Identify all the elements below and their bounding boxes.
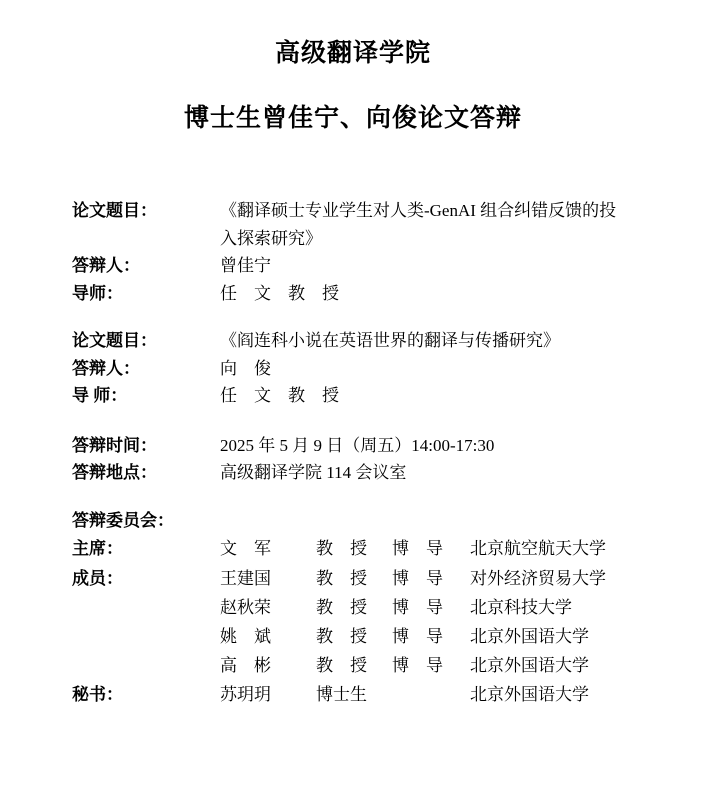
thesis-advisor-value: 任 文 教 授	[220, 386, 339, 406]
thesis-candidate-value: 曾佳宁	[220, 256, 271, 276]
member-name: 文 军	[220, 539, 271, 559]
member-advisor-title: 博 导	[392, 539, 443, 559]
committee-secretary-row	[72, 680, 676, 709]
member-rank: 教 授	[316, 568, 367, 588]
committee-member-row	[72, 651, 676, 680]
defense-place-label: 答辩地点：	[72, 463, 157, 483]
thesis-candidate-value: 向 俊	[220, 358, 271, 378]
event-title: 博士生曾佳宁、向俊论文答辩	[183, 104, 522, 132]
document-body	[0, 197, 706, 710]
committee-members-label: 成员：	[72, 568, 123, 588]
committee-member-row	[72, 564, 676, 593]
member-advisor-title: 博 导	[392, 656, 443, 676]
defense-time-row	[72, 432, 676, 460]
thesis-title-label: 论文题目：	[72, 201, 157, 220]
member-advisor-title: 博 导	[392, 597, 443, 617]
committee-chair-row	[72, 534, 676, 563]
document-header	[0, 38, 706, 135]
member-organization: 北京科技大学	[470, 597, 572, 617]
thesis-entry-1	[72, 197, 676, 307]
defense-time-value: 2025 年 5 月 9 日（周五）14:00-17:30	[220, 435, 495, 455]
thesis-title-row	[72, 327, 676, 355]
document-page	[0, 38, 706, 801]
member-organization: 北京外国语大学	[470, 627, 589, 647]
member-rank: 教 授	[316, 597, 367, 617]
thesis-candidate-label: 答辩人：	[72, 256, 140, 276]
member-rank: 博士生	[316, 685, 367, 705]
committee-secretary-label: 秘书：	[72, 685, 123, 705]
member-rank: 教 授	[316, 539, 367, 559]
member-rank: 教 授	[316, 656, 367, 676]
member-name: 赵秋荣	[220, 597, 271, 617]
committee-member-row	[72, 593, 676, 622]
thesis-advisor-row	[72, 280, 676, 308]
thesis-entry-2	[72, 327, 676, 410]
member-organization: 北京外国语大学	[470, 656, 589, 676]
committee-heading: 答辩委员会：	[72, 510, 174, 530]
committee-member-row	[72, 622, 676, 651]
thesis-title-value: 《翻译硕士专业学生对人类-GenAI 组合纠错反馈的投入探索研究》	[220, 201, 617, 248]
institute-title: 高级翻译学院	[274, 40, 431, 67]
member-organization: 对外经济贸易大学	[470, 568, 606, 588]
thesis-candidate-label: 答辩人：	[72, 358, 140, 378]
committee-heading-row	[72, 507, 676, 535]
member-name: 高 彬	[220, 656, 271, 676]
thesis-advisor-row	[72, 382, 676, 410]
spacer	[72, 307, 676, 327]
member-advisor-title: 博 导	[392, 627, 443, 647]
thesis-candidate-row	[72, 252, 676, 280]
committee-chair-label: 主席：	[72, 539, 123, 559]
spacer	[72, 410, 676, 432]
thesis-advisor-label: 导师：	[72, 283, 123, 303]
member-advisor-title: 博 导	[392, 568, 443, 588]
thesis-title-row	[72, 197, 676, 252]
member-organization: 北京外国语大学	[470, 685, 589, 705]
member-organization: 北京航空航天大学	[470, 539, 606, 559]
thesis-advisor-value: 任 文 教 授	[220, 283, 339, 303]
defense-details	[72, 432, 676, 487]
member-rank: 教 授	[316, 627, 367, 647]
defense-place-row	[72, 459, 676, 487]
member-name: 苏玥玥	[220, 685, 271, 705]
thesis-title-value: 《阎连科小说在英语世界的翻译与传播研究》	[220, 331, 560, 351]
thesis-advisor-label: 导 师：	[72, 386, 128, 406]
defense-place-value: 高级翻译学院 114 会议室	[220, 463, 407, 483]
thesis-title-label: 论文题目：	[72, 331, 157, 351]
thesis-candidate-row	[72, 355, 676, 383]
committee-section	[72, 507, 676, 710]
spacer	[72, 487, 676, 507]
member-name: 姚 斌	[220, 627, 271, 647]
member-name: 王建国	[220, 568, 271, 588]
defense-time-label: 答辩时间：	[72, 435, 157, 455]
